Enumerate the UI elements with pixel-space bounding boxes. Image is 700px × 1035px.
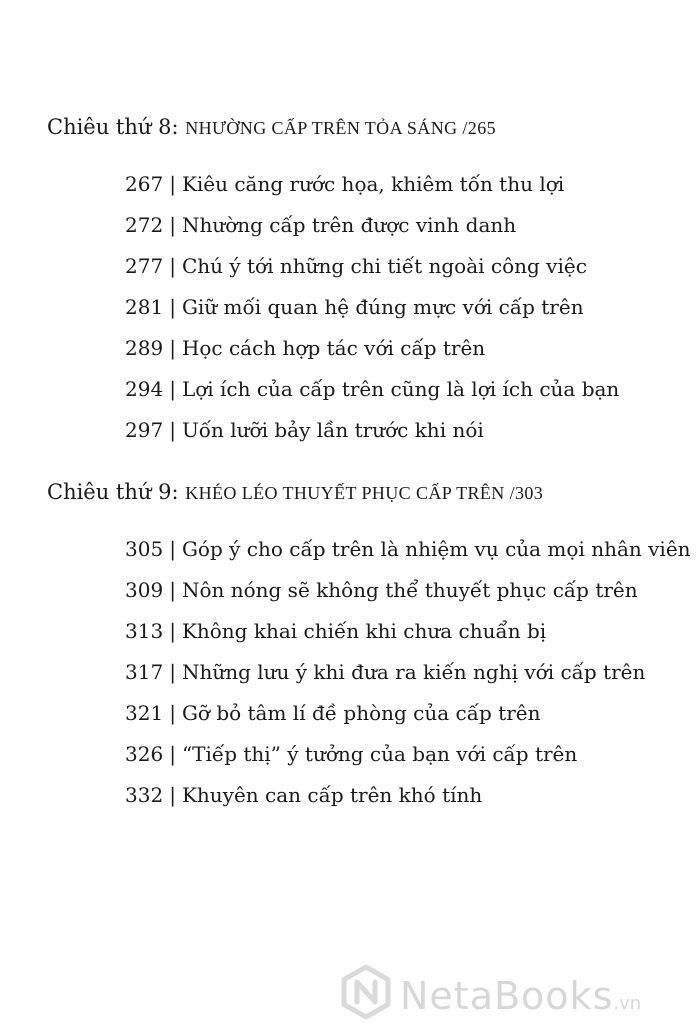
chapter-title: KHÉO LÉO THUYẾT PHỤC CẤP TRÊN /303 bbox=[185, 483, 544, 503]
toc-entry bbox=[125, 174, 619, 215]
page-number: 289 bbox=[125, 336, 164, 360]
separator: | bbox=[169, 377, 176, 401]
entry-title: Gỡ bỏ tâm lí đề phòng của cấp trên bbox=[181, 701, 541, 725]
entry-title: Lợi ích của cấp trên cũng là lợi ích của bạn bbox=[181, 377, 620, 401]
chapter-label: Chiêu thứ 9: bbox=[47, 480, 179, 504]
toc-entry bbox=[125, 785, 691, 826]
toc-entry bbox=[125, 662, 691, 703]
entry-title: Học cách hợp tác với cấp trên bbox=[181, 336, 486, 360]
entry-title: Chú ý tới những chi tiết ngoài công việc bbox=[181, 254, 587, 278]
page-number: 297 bbox=[125, 418, 164, 442]
page-number: 321 bbox=[125, 701, 164, 725]
entry-title: Nôn nóng sẽ không thể thuyết phục cấp trên bbox=[181, 578, 638, 602]
entry-title: Khuyên can cấp trên khó tính bbox=[181, 783, 483, 807]
toc-entry bbox=[125, 379, 619, 420]
entry-title: “Tiếp thị” ý tưởng của bạn với cấp trên bbox=[181, 742, 578, 766]
chapter-heading-9 bbox=[47, 482, 543, 503]
entry-title: Nhường cấp trên được vinh danh bbox=[181, 213, 517, 237]
chapter-heading-8 bbox=[47, 117, 496, 138]
entry-title: Giữ mối quan hệ đúng mực với cấp trên bbox=[181, 295, 584, 319]
separator: | bbox=[169, 172, 176, 196]
separator: | bbox=[169, 295, 176, 319]
page-number: 305 bbox=[125, 537, 164, 561]
separator: | bbox=[169, 619, 176, 643]
separator: | bbox=[169, 701, 176, 725]
toc-entry bbox=[125, 338, 619, 379]
separator: | bbox=[169, 336, 176, 360]
page-number: 332 bbox=[125, 783, 164, 807]
watermark-suffix: .vn bbox=[613, 993, 642, 1014]
toc-entry bbox=[125, 744, 691, 785]
toc-entry bbox=[125, 256, 619, 297]
watermark-brand: NetaBooks bbox=[400, 974, 614, 1018]
entry-title: Góp ý cho cấp trên là nhiệm vụ của mọi nhân viên bbox=[181, 537, 691, 561]
page-number: 309 bbox=[125, 578, 164, 602]
entry-title: Không khai chiến khi chưa chuẩn bị bbox=[181, 619, 547, 643]
entry-title: Kiêu căng rước họa, khiêm tốn thu lợi bbox=[181, 172, 565, 196]
separator: | bbox=[169, 213, 176, 237]
separator: | bbox=[169, 537, 176, 561]
page-number: 277 bbox=[125, 254, 164, 278]
netabooks-watermark bbox=[338, 964, 688, 1024]
page-number: 272 bbox=[125, 213, 164, 237]
page-number: 267 bbox=[125, 172, 164, 196]
separator: | bbox=[169, 783, 176, 807]
watermark-text bbox=[400, 974, 641, 1018]
separator: | bbox=[169, 418, 176, 442]
toc-entry bbox=[125, 621, 691, 662]
n-hexagon-logo-icon bbox=[338, 964, 394, 1020]
chapter-label: Chiêu thứ 8: bbox=[47, 115, 179, 139]
chapter-title: NHƯỜNG CẤP TRÊN TỎA SÁNG /265 bbox=[185, 118, 496, 138]
page-number: 317 bbox=[125, 660, 164, 684]
toc-entry bbox=[125, 703, 691, 744]
toc-list-8 bbox=[125, 174, 619, 461]
separator: | bbox=[169, 578, 176, 602]
page-number: 294 bbox=[125, 377, 164, 401]
page-number: 313 bbox=[125, 619, 164, 643]
page-number: 281 bbox=[125, 295, 164, 319]
entry-title: Những lưu ý khi đưa ra kiến nghị với cấp trên bbox=[181, 660, 646, 684]
toc-entry bbox=[125, 580, 691, 621]
toc-entry bbox=[125, 297, 619, 338]
page-number: 326 bbox=[125, 742, 164, 766]
separator: | bbox=[169, 660, 176, 684]
separator: | bbox=[169, 742, 176, 766]
toc-list-9 bbox=[125, 539, 691, 826]
separator: | bbox=[169, 254, 176, 278]
entry-title: Uốn lưỡi bảy lần trước khi nói bbox=[181, 418, 484, 442]
toc-entry bbox=[125, 215, 619, 256]
toc-entry bbox=[125, 420, 619, 461]
toc-entry bbox=[125, 539, 691, 580]
